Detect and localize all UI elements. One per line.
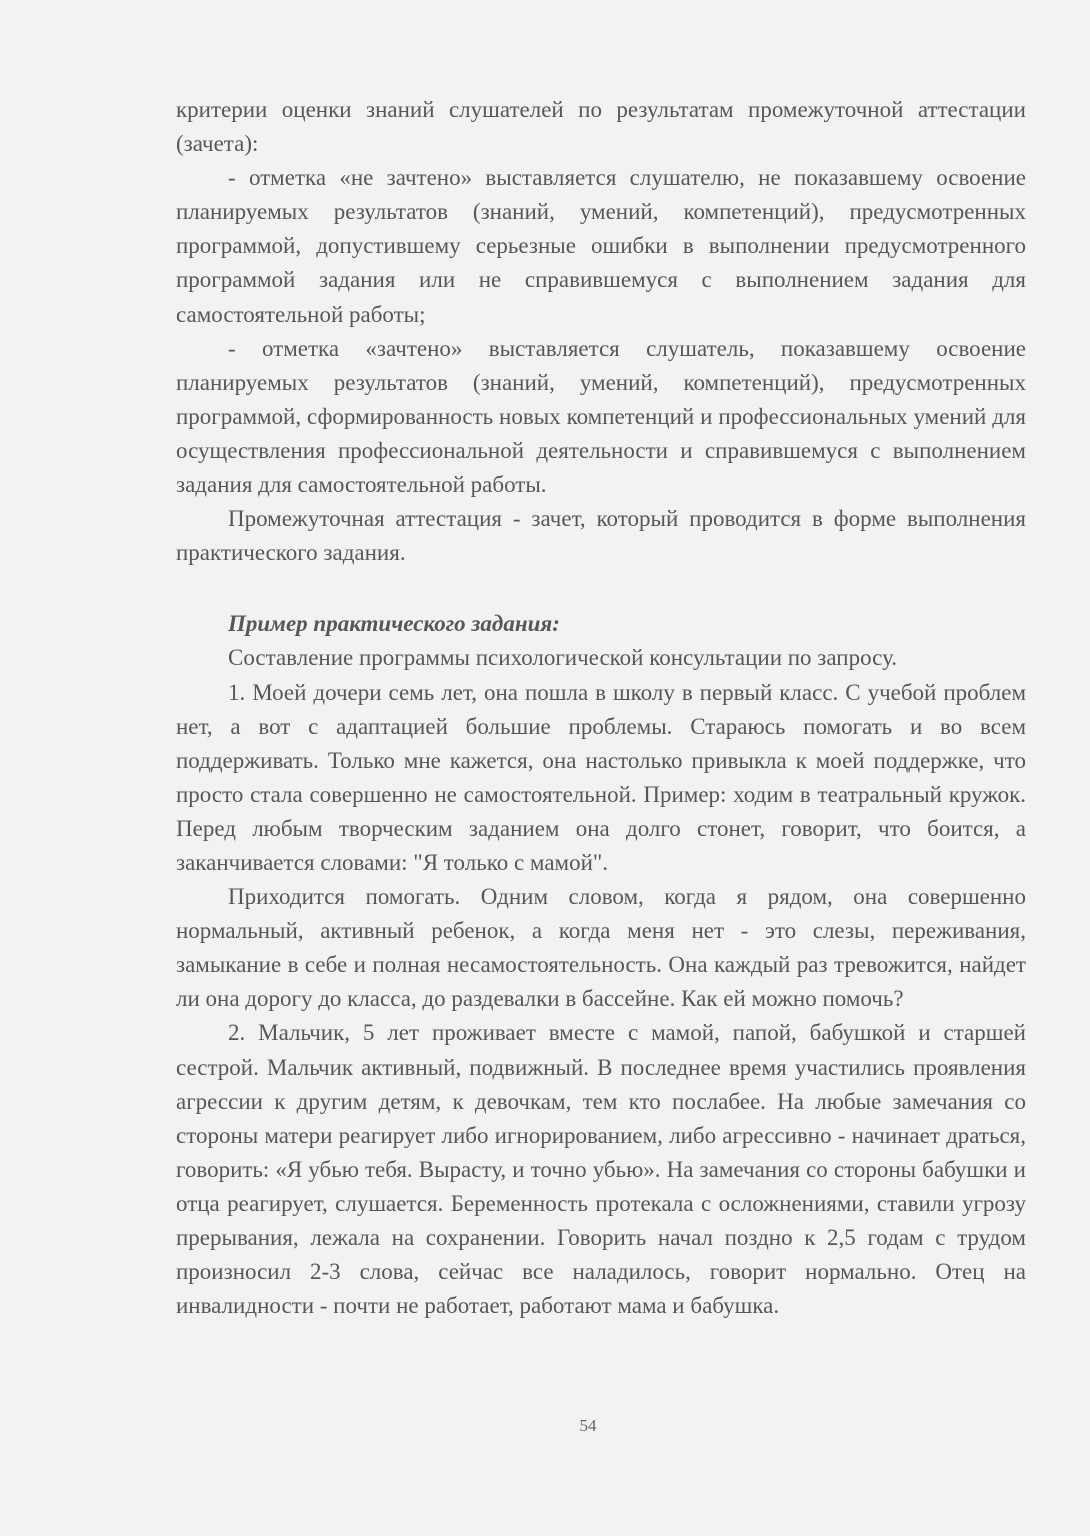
task-case-2: 2. Мальчик, 5 лет проживает вместе с мамой, папой, бабушкой и старшей сестрой. Мальчик активный, подвижный. В последнее время участились проявления агрессии к другим детям, к девочкам, тем кто послабее. На любые замечания со стороны матери реагирует либо игнорированием, либо агрессивно - начинает драться, говорить: «Я убью тебя. Вырасту, и точно убью». На замечания со стороны бабушки и отца реагирует, слушается. Беременность протекала с осложнениями, ставили угрозу прерывания, лежала на сохранении. Говорить начал поздно к 2,5 годам с трудом произносил 2-3 слова, сейчас все наладилось, говорит нормально. Отец на инвалидности - почти не работает, работают мама и бабушка. (176, 1020, 1026, 1319)
task-case-1-continued: Приходится помогать. Одним словом, когда я рядом, она совершенно нормальный, активный ребенок, а когда меня нет - это слезы, переживания, замыкание в себе и полная несамостоятельность. Она каждый раз тревожится, найдет ли она дорогу до класса, до раздевалки в бассейне. Как ей можно помочь? (176, 884, 1026, 1012)
paragraph-intermediate-attestation: Промежуточная аттестация - зачет, который проводится в форме выполнения практического задания. (176, 506, 1026, 566)
example-task-heading: Пример практического задания: (228, 611, 560, 637)
task-intro: Составление программы психологической консультации по запросу. (228, 645, 898, 671)
paragraph-criteria: критерии оценки знаний слушателей по результатам промежуточной аттестации (зачета): (176, 97, 1026, 157)
document-body (176, 93, 1026, 1323)
paragraph-passed: - отметка «зачтено» выставляется слушатель, показавшему освоение планируемых результатов (знаний, умений, компетенций), предусмотренных программой, сформированность новых компетенций и профессиональных умений для осуществления профессиональной деятельности и справившемуся с выполнением задания для самостоятельной работы. (176, 335, 1026, 498)
paragraph-not-passed: - отметка «не зачтено» выставляется слушателю, не показавшему освоение планируемых результатов (знаний, умений, компетенций), предусмотренных программой, допустившему серьезные ошибки в выполнении предусмотренного программой задания или не справившемуся с выполнением задания для самостоятельной работы; (176, 165, 1026, 327)
page-number: 54 (579, 1416, 597, 1435)
task-case-1: 1. Моей дочери семь лет, она пошла в школу в первый класс. С учебой проблем нет, а вот с адаптацией большие проблемы. Стараюсь помогать и во всем поддерживать. Только мне кажется, она настолько привыкла к моей поддержке, что просто стала совершенно не самостоятельной. Пример: ходим в театральный кружок. Перед любым творческим заданием она долго стонет, говорит, что боится, а заканчивается словами: "Я только с мамой". (176, 679, 1026, 875)
